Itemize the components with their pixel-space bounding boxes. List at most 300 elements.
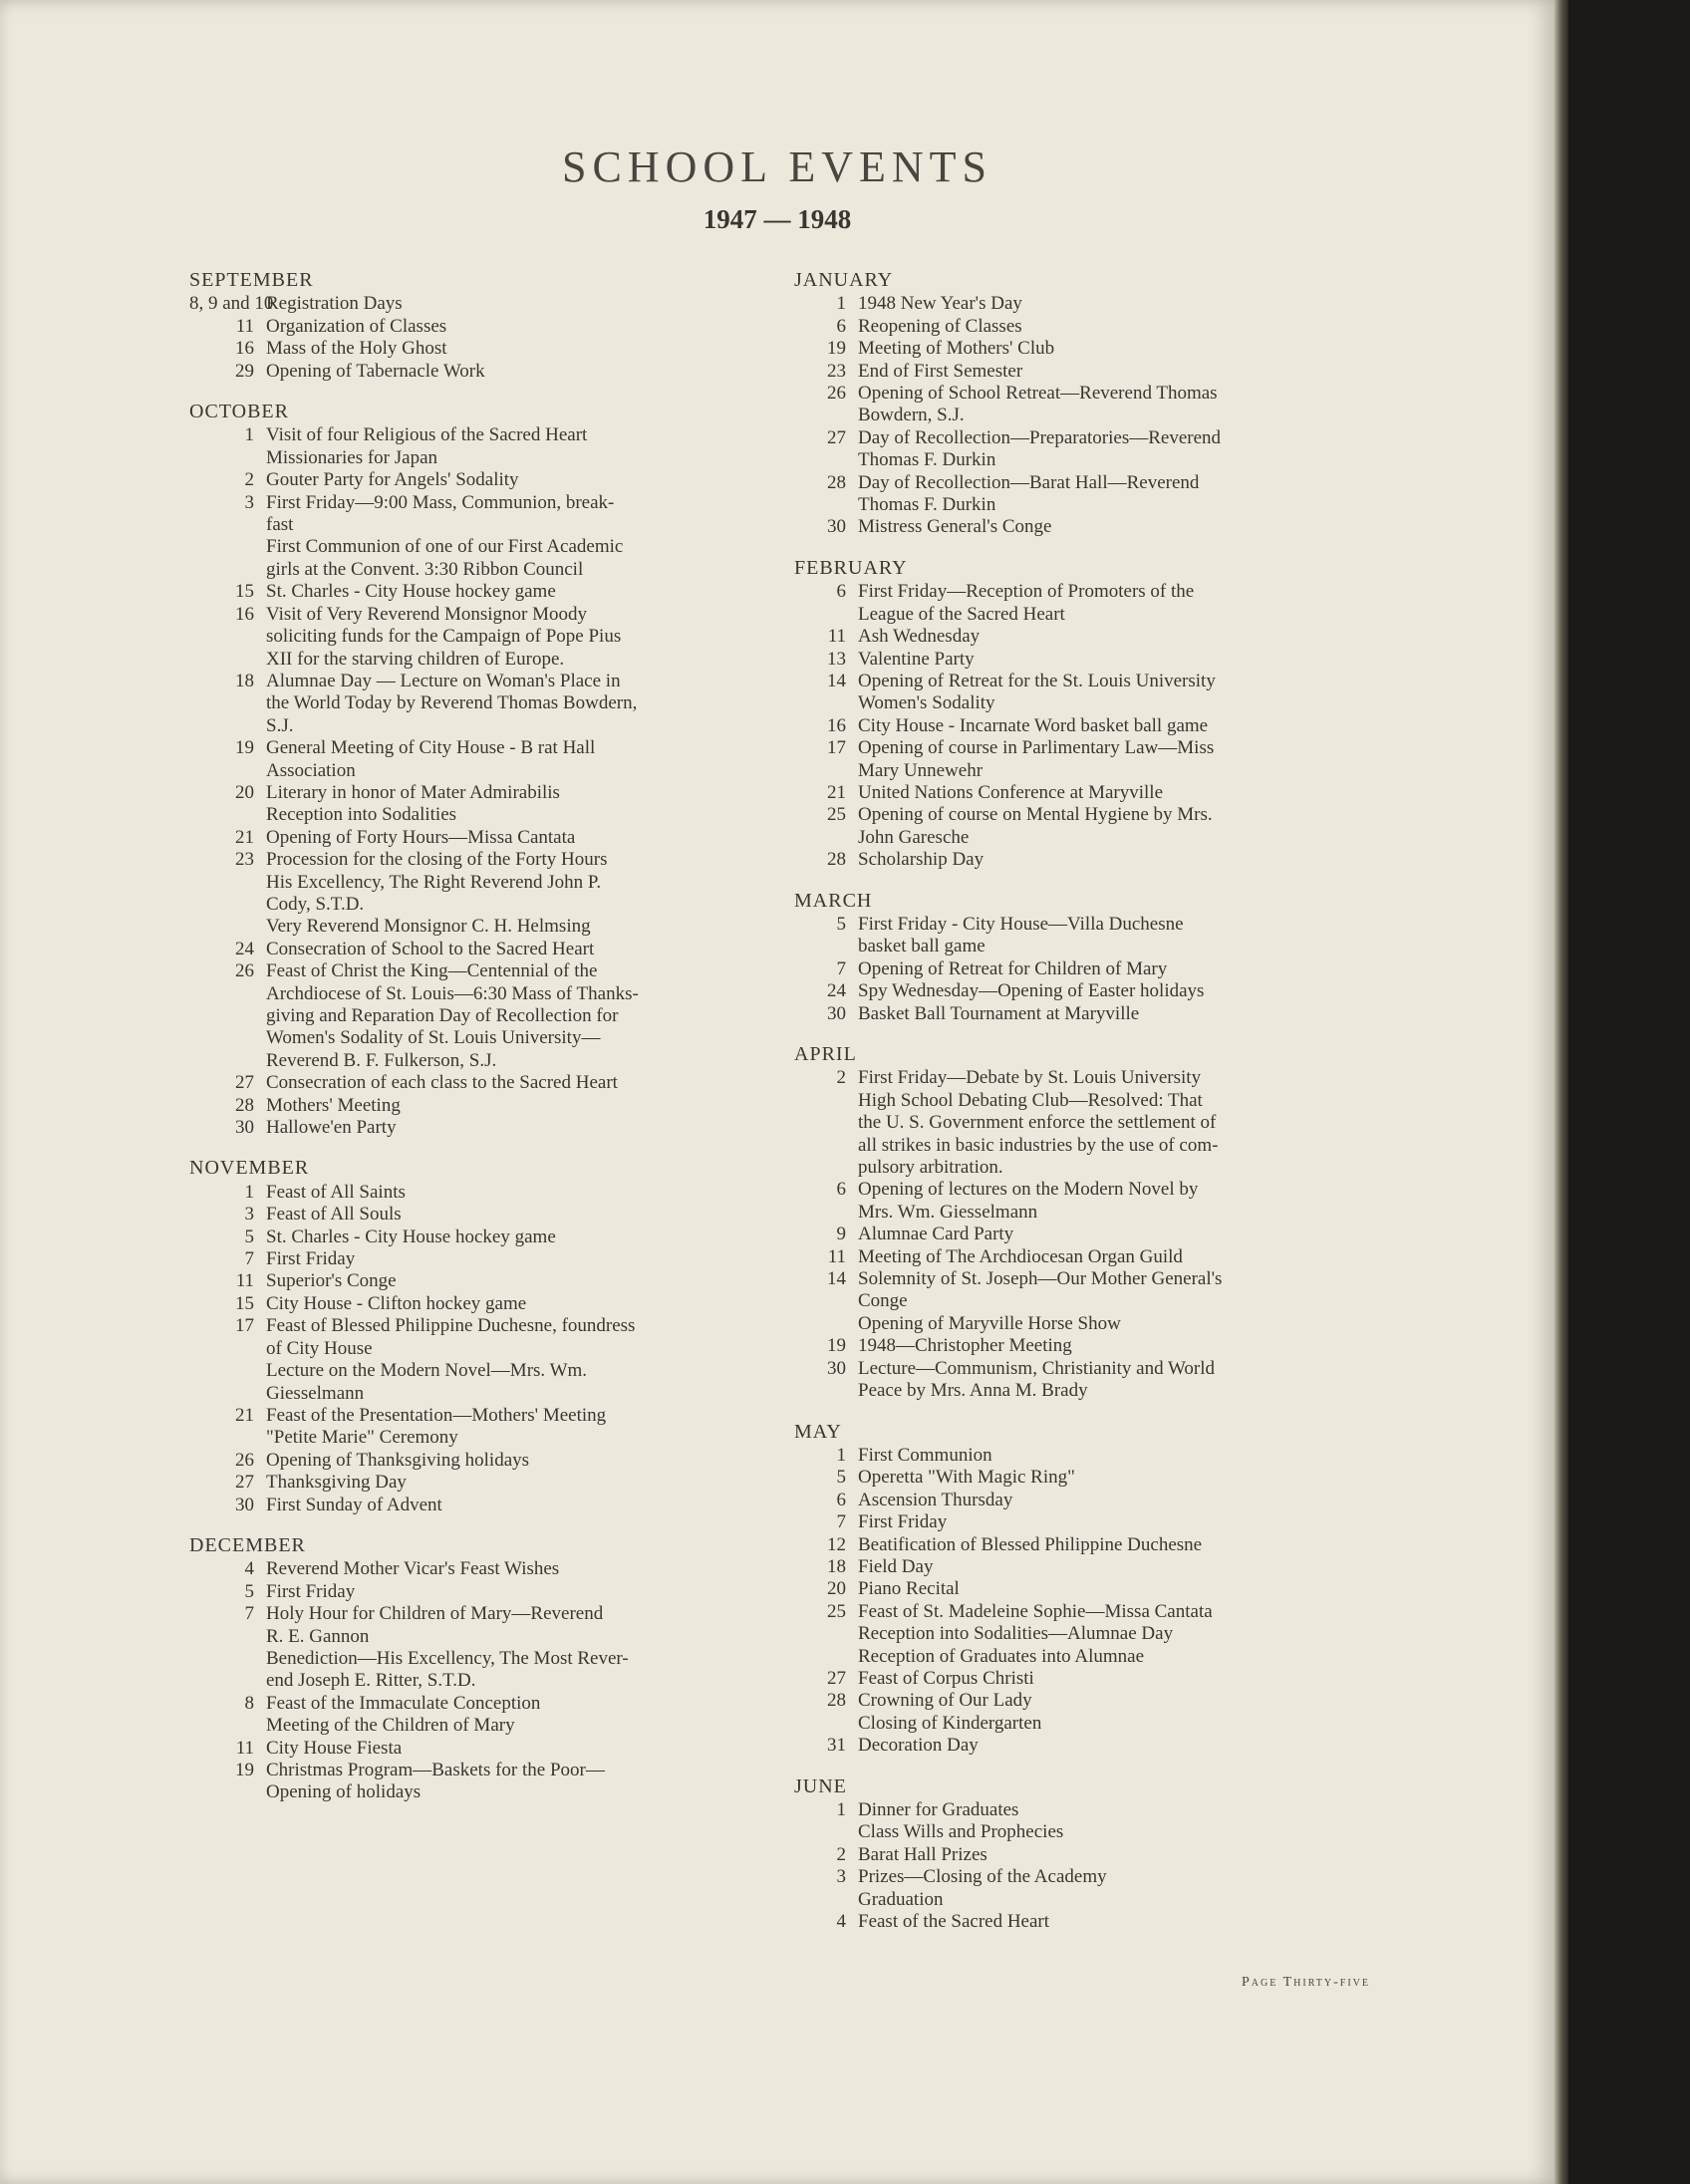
event-entry [794, 1358, 1370, 1403]
event-text-line: Operetta "With Magic Ring" [858, 1467, 1075, 1489]
event-description [858, 338, 1370, 360]
event-day: 5 [244, 1580, 254, 1602]
event-entry [189, 316, 762, 338]
event-day: 16 [235, 603, 254, 625]
event-text-line: Decoration Day [858, 1735, 979, 1757]
event-entry [794, 1490, 1370, 1511]
month-heading: APRIL [794, 1043, 857, 1065]
event-entry [794, 1511, 1370, 1533]
event-text-line: Missionaries for Japan [266, 446, 438, 468]
event-entry [189, 1558, 762, 1580]
event-entry [794, 1866, 1370, 1911]
month-heading: OCTOBER [189, 401, 289, 423]
event-description [266, 1738, 762, 1760]
event-description [858, 1067, 1370, 1179]
event-text-line: Basket Ball Tournament at Maryville [858, 1002, 1140, 1024]
event-description [266, 469, 762, 491]
event-day: 2 [836, 1067, 846, 1089]
event-description [858, 737, 1370, 782]
event-entry [189, 1693, 762, 1738]
event-description [858, 980, 1370, 1002]
event-entry [189, 782, 762, 827]
event-description [858, 849, 1370, 871]
event-description [858, 804, 1370, 849]
event-day: 1 [836, 1799, 846, 1820]
event-day: 5 [836, 1467, 846, 1489]
event-entry [189, 1227, 762, 1248]
event-text-line: Alumnae Card Party [858, 1224, 1014, 1245]
event-text-line: Opening of Retreat for Children of Mary [858, 957, 1168, 979]
event-entry [794, 1445, 1370, 1467]
event-entry [794, 1467, 1370, 1489]
event-text-line: Consecration of School to the Sacred Heart [266, 938, 595, 959]
event-text-line: Scholarship Day [858, 849, 985, 871]
event-description [858, 293, 1370, 315]
event-text-line: Day of Recollection—Barat Hall—Reverend [858, 471, 1200, 493]
event-entry [794, 1003, 1370, 1025]
event-description [858, 1799, 1370, 1844]
event-day: 28 [827, 1690, 846, 1712]
event-description [266, 1182, 762, 1204]
event-description [266, 671, 762, 737]
event-day: 18 [235, 670, 254, 691]
event-description [858, 472, 1370, 517]
event-description [858, 1866, 1370, 1911]
event-description [858, 1511, 1370, 1533]
event-description [858, 1224, 1370, 1245]
event-day: 27 [235, 1472, 254, 1494]
events-column-right [794, 269, 1370, 1933]
event-text-line: League of the Sacred Heart [858, 603, 1065, 625]
event-text-line: Feast of All Saints [266, 1181, 406, 1203]
event-entry [189, 1581, 762, 1603]
event-entry [189, 1472, 762, 1494]
event-entry [794, 1534, 1370, 1556]
event-entry [794, 1335, 1370, 1357]
event-description [858, 1534, 1370, 1556]
event-entry [794, 958, 1370, 980]
event-text-line: "Petite Marie" Ceremony [266, 1427, 458, 1449]
event-text-line: First Friday [858, 1511, 948, 1533]
event-description [266, 338, 762, 360]
event-day: 18 [827, 1555, 846, 1577]
event-entry [189, 581, 762, 603]
event-text-line: Barat Hall Prizes [858, 1843, 987, 1865]
event-text-line: Feast of Blessed Philippine Duchesne, foundress [266, 1315, 636, 1337]
event-text-line: First Friday—Reception of Promoters of the [858, 581, 1195, 603]
event-entry [794, 715, 1370, 737]
event-text-line: Visit of four Religious of the Sacred Heart [266, 424, 588, 446]
event-text-line: Closing of Kindergarten [858, 1712, 1042, 1734]
event-description [266, 1558, 762, 1580]
event-text-line: First Friday - City House—Villa Duchesne [858, 913, 1184, 935]
event-text-line: Reception of Graduates into Alumnae [858, 1645, 1145, 1667]
month-heading: JUNE [794, 1774, 847, 1797]
event-description [858, 671, 1370, 715]
event-entry [794, 361, 1370, 383]
event-text-line: City House - Clifton hockey game [266, 1292, 527, 1314]
event-text-line: United Nations Conference at Maryville [858, 781, 1164, 803]
event-day: 1 [836, 1444, 846, 1466]
event-description [858, 914, 1370, 958]
event-entry [794, 1690, 1370, 1735]
event-text-line: Feast of All Souls [266, 1204, 402, 1226]
event-text-line: St. Charles - City House hockey game [266, 581, 556, 603]
event-text-line: Feast of the Sacred Heart [858, 1911, 1050, 1933]
event-text-line: Mass of the Holy Ghost [266, 338, 447, 360]
event-text-line: XII for the starving children of Europe. [266, 648, 565, 670]
event-description [858, 649, 1370, 671]
event-text-line: pulsory arbitration. [858, 1157, 1003, 1179]
event-day: 19 [827, 338, 846, 360]
event-text-line: the World Today by Reverend Thomas Bowdern, [266, 692, 638, 714]
event-description [266, 1204, 762, 1226]
event-entry [189, 1095, 762, 1117]
event-text-line: 1948—Christopher Meeting [858, 1335, 1072, 1357]
event-day: 17 [827, 737, 846, 759]
event-day: 27 [827, 426, 846, 448]
event-description [266, 492, 762, 582]
event-text-line: Giesselmann [266, 1382, 365, 1404]
event-description [858, 1490, 1370, 1511]
event-description [266, 1581, 762, 1603]
event-entry [189, 1182, 762, 1204]
event-text-line: Visit of Very Reverend Monsignor Moody [266, 603, 588, 625]
event-entry [794, 1601, 1370, 1668]
event-text-line: Conge [858, 1290, 908, 1312]
event-entry [189, 1117, 762, 1139]
event-day: 26 [235, 960, 254, 982]
event-text-line: City House - Incarnate Word basket ball game [858, 714, 1209, 736]
event-description [858, 1601, 1370, 1668]
event-description [858, 427, 1370, 472]
event-description [858, 1556, 1370, 1578]
event-day: 11 [235, 1737, 254, 1759]
event-entry [794, 1067, 1370, 1179]
event-text-line: First Communion of one of our First Academic [266, 536, 624, 558]
event-description [858, 958, 1370, 980]
event-text-line: Reverend Mother Vicar's Feast Wishes [266, 1558, 560, 1580]
event-entry [189, 604, 762, 671]
event-text-line: Thomas F. Durkin [858, 449, 996, 471]
event-day: 16 [827, 714, 846, 736]
event-day: 30 [235, 1117, 254, 1139]
event-entry [189, 1072, 762, 1094]
event-description [858, 1246, 1370, 1268]
event-day: 23 [827, 360, 846, 382]
event-day: 19 [235, 737, 254, 759]
event-description [266, 1405, 762, 1450]
event-day: 20 [827, 1578, 846, 1600]
event-day: 11 [827, 1245, 846, 1267]
event-description [858, 1268, 1370, 1335]
event-text-line: Hallowe'en Party [266, 1117, 397, 1139]
event-description [266, 1472, 762, 1494]
event-text-line: Reopening of Classes [858, 315, 1022, 337]
event-day: 15 [235, 1292, 254, 1314]
event-text-line: Opening of Forty Hours—Missa Cantata [266, 826, 576, 848]
event-entry [794, 980, 1370, 1002]
event-day: 30 [235, 1494, 254, 1515]
event-description [266, 939, 762, 960]
event-day: 6 [836, 1489, 846, 1510]
event-text-line: First Communion [858, 1444, 992, 1466]
event-text-line: Opening of Tabernacle Work [266, 360, 485, 382]
event-description [858, 1735, 1370, 1757]
event-entry [794, 1224, 1370, 1245]
event-text-line: Opening of course on Mental Hygiene by Mrs. [858, 804, 1213, 826]
event-entry [189, 1293, 762, 1315]
event-day: 5 [836, 913, 846, 935]
event-day: 19 [827, 1335, 846, 1357]
event-description [858, 1003, 1370, 1025]
event-text-line: Crowning of Our Lady [858, 1690, 1032, 1712]
event-entry [189, 1315, 762, 1405]
event-day: 3 [244, 491, 254, 513]
event-entry [189, 1270, 762, 1292]
event-day: 13 [827, 648, 846, 670]
event-entry [189, 293, 762, 315]
event-day: 28 [827, 471, 846, 493]
event-text-line: Lecture—Communism, Christianity and World [858, 1357, 1216, 1379]
event-description [266, 1293, 762, 1315]
event-text-line: Reverend B. F. Fulkerson, S.J. [266, 1049, 497, 1071]
event-day: 6 [836, 315, 846, 337]
event-text-line: Organization of Classes [266, 315, 447, 337]
event-text-line: Cody, S.T.D. [266, 893, 365, 915]
event-entry [794, 1268, 1370, 1335]
event-text-line: City House Fiesta [266, 1737, 403, 1759]
event-entry [794, 1246, 1370, 1268]
event-day: 24 [827, 980, 846, 1002]
event-description [858, 1358, 1370, 1403]
event-text-line: Thanksgiving Day [266, 1472, 407, 1494]
event-entry [189, 1738, 762, 1760]
event-text-line: Women's Sodality of St. Louis University— [266, 1027, 601, 1049]
event-entry [189, 492, 762, 582]
event-text-line: First Sunday of Advent [266, 1494, 442, 1515]
event-day: 4 [244, 1558, 254, 1580]
event-text-line: Benediction—His Excellency, The Most Rever- [266, 1647, 629, 1669]
event-entry [794, 581, 1370, 626]
month-heading: DECEMBER [189, 1533, 306, 1556]
event-description [266, 1760, 762, 1804]
event-description [266, 581, 762, 603]
event-text-line: Very Reverend Monsignor C. H. Helmsing [266, 916, 591, 938]
event-description [266, 1693, 762, 1738]
event-entry [794, 472, 1370, 517]
event-description [858, 1467, 1370, 1489]
event-text-line: Procession for the closing of the Forty Hours [266, 849, 608, 871]
event-description [858, 316, 1370, 338]
event-entry [189, 960, 762, 1072]
event-day: 11 [827, 626, 846, 648]
page-subtitle-years: 1947 — 1948 [703, 204, 852, 234]
event-text-line: Spy Wednesday—Opening of Easter holidays [858, 980, 1205, 1002]
event-entry [794, 804, 1370, 849]
event-text-line: Graduation [858, 1888, 944, 1910]
event-entry [189, 671, 762, 737]
event-description [858, 1179, 1370, 1224]
event-day: 26 [235, 1449, 254, 1471]
event-description [266, 849, 762, 939]
event-description [266, 1495, 762, 1516]
event-text-line: Mary Unnewehr [858, 759, 984, 781]
event-text-line: giving and Reparation Day of Recollection for [266, 1005, 619, 1026]
event-description [266, 293, 762, 315]
event-text-line: End of First Semester [858, 360, 1023, 382]
event-text-line: Solemnity of St. Joseph—Our Mother General's [858, 1268, 1223, 1290]
event-text-line: High School Debating Club—Resolved: That [858, 1089, 1203, 1111]
event-description [858, 383, 1370, 427]
event-text-line: Feast of Corpus Christi [858, 1667, 1034, 1689]
event-text-line: Opening of Thanksgiving holidays [266, 1449, 530, 1471]
event-text-line: Day of Recollection—Preparatories—Reverend [858, 426, 1222, 448]
event-text-line: Opening of School Retreat—Reverend Thomas [858, 383, 1218, 405]
event-entry [794, 383, 1370, 427]
event-text-line: the U. S. Government enforce the settlement of [858, 1112, 1217, 1134]
event-description [858, 1690, 1370, 1735]
event-entry [794, 1799, 1370, 1844]
event-description [266, 782, 762, 827]
event-text-line: Opening of lectures on the Modern Novel by [858, 1179, 1199, 1201]
event-text-line: Mothers' Meeting [266, 1094, 401, 1116]
event-text-line: Dinner for Graduates [858, 1799, 1019, 1820]
event-day: 12 [827, 1533, 846, 1555]
event-day: 8 [244, 1692, 254, 1714]
event-text-line: Feast of St. Madeleine Sophie—Missa Cantata [858, 1600, 1213, 1622]
month-heading: SEPTEMBER [189, 269, 314, 291]
event-description [266, 1315, 762, 1405]
event-text-line: Meeting of Mothers' Club [858, 338, 1055, 360]
event-entry [794, 1578, 1370, 1600]
page-number: Page Thirty-five [1242, 1975, 1370, 1990]
event-text-line: General Meeting of City House - B rat Hall [266, 737, 596, 759]
event-day: 21 [235, 1404, 254, 1426]
event-description [858, 1578, 1370, 1600]
event-day: 20 [235, 781, 254, 803]
event-entry [189, 1248, 762, 1270]
event-day: 19 [235, 1760, 254, 1780]
event-description [266, 1095, 762, 1117]
book-spine [1554, 0, 1568, 2184]
event-description [858, 581, 1370, 626]
event-text-line: Opening of Retreat for the St. Louis University [858, 670, 1216, 691]
event-entry [189, 737, 762, 782]
event-day: 2 [836, 1843, 846, 1865]
event-text-line: Meeting of The Archdiocesan Organ Guild [858, 1245, 1183, 1267]
month-heading: MARCH [794, 889, 873, 912]
event-entry [794, 316, 1370, 338]
event-entry [794, 671, 1370, 715]
month-heading: NOVEMBER [189, 1157, 310, 1180]
event-entry [794, 1844, 1370, 1866]
event-entry [189, 1450, 762, 1472]
event-day: 30 [827, 1357, 846, 1379]
event-text-line: Piano Recital [858, 1578, 960, 1600]
event-text-line: Ascension Thursday [858, 1489, 1013, 1510]
event-description [858, 715, 1370, 737]
event-text-line: Alumnae Day — Lecture on Woman's Place in [266, 670, 621, 691]
event-text-line: Valentine Party [858, 648, 975, 670]
event-entry [794, 516, 1370, 538]
event-text-line: St. Charles - City House hockey game [266, 1226, 556, 1247]
event-text-line: Holy Hour for Children of Mary—Reverend [266, 1603, 604, 1625]
event-entry [189, 1760, 762, 1804]
event-entry [794, 1668, 1370, 1690]
event-text-line: R. E. Gannon [266, 1625, 370, 1647]
event-entry [794, 1735, 1370, 1757]
event-day: 6 [836, 1179, 846, 1201]
event-text-line: all strikes in basic industries by the use of com- [858, 1134, 1219, 1156]
event-description [858, 1445, 1370, 1467]
event-text-line: First Friday [266, 1580, 356, 1602]
event-text-line: Feast of Christ the King—Centennial of the [266, 960, 598, 982]
event-day: 14 [827, 1268, 846, 1290]
event-text-line: Prizes—Closing of the Academy [858, 1866, 1107, 1888]
event-day: 5 [244, 1226, 254, 1247]
event-day: 1 [244, 424, 254, 446]
event-day: 2 [244, 469, 254, 491]
event-text-line: Mrs. Wm. Giesselmann [858, 1201, 1038, 1223]
event-description [858, 516, 1370, 538]
event-text-line: fast [266, 514, 294, 536]
event-text-line: First Friday—Debate by St. Louis University [858, 1067, 1202, 1089]
event-day: 1 [244, 1181, 254, 1203]
event-entry [794, 1179, 1370, 1224]
event-entry [189, 1603, 762, 1693]
event-text-line: Lecture on the Modern Novel—Mrs. Wm. [266, 1360, 588, 1382]
event-text-line: Registration Days [266, 293, 403, 315]
event-day: 15 [235, 581, 254, 603]
event-description [266, 827, 762, 849]
event-day: 25 [827, 804, 846, 826]
event-description [266, 1270, 762, 1292]
month-heading: JANUARY [794, 269, 894, 291]
event-description [858, 1911, 1370, 1933]
event-text-line: Christmas Program—Baskets for the Poor— [266, 1760, 605, 1780]
event-day: 30 [827, 516, 846, 538]
event-text-line: S.J. [266, 714, 294, 736]
event-day: 17 [235, 1315, 254, 1337]
event-text-line: Mistress General's Conge [858, 516, 1052, 538]
event-text-line: Literary in honor of Mater Admirabilis [266, 781, 560, 803]
event-description [266, 1450, 762, 1472]
event-entry [794, 1556, 1370, 1578]
event-day: 9 [836, 1224, 846, 1245]
event-text-line: Gouter Party for Angels' Sodality [266, 469, 519, 491]
event-day: 16 [235, 338, 254, 360]
event-day: 7 [244, 1248, 254, 1270]
event-description [266, 1603, 762, 1693]
event-day: 27 [827, 1667, 846, 1689]
event-text-line: Reception into Sodalities—Alumnae Day [858, 1623, 1174, 1645]
event-text-line: First Friday [266, 1248, 356, 1270]
event-text-line: Opening of Maryville Horse Show [858, 1312, 1121, 1334]
event-entry [794, 737, 1370, 782]
event-entry [794, 914, 1370, 958]
event-description [266, 316, 762, 338]
event-description [266, 1248, 762, 1270]
event-text-line: Archdiocese of St. Louis—6:30 Mass of Thanks- [266, 982, 639, 1004]
event-entry [189, 469, 762, 491]
event-text-line: Feast of the Immaculate Conception [266, 1692, 541, 1714]
event-entry [794, 649, 1370, 671]
event-text-line: basket ball game [858, 936, 986, 957]
event-day: 31 [827, 1735, 846, 1757]
event-description [266, 361, 762, 383]
event-text-line: Ash Wednesday [858, 626, 981, 648]
